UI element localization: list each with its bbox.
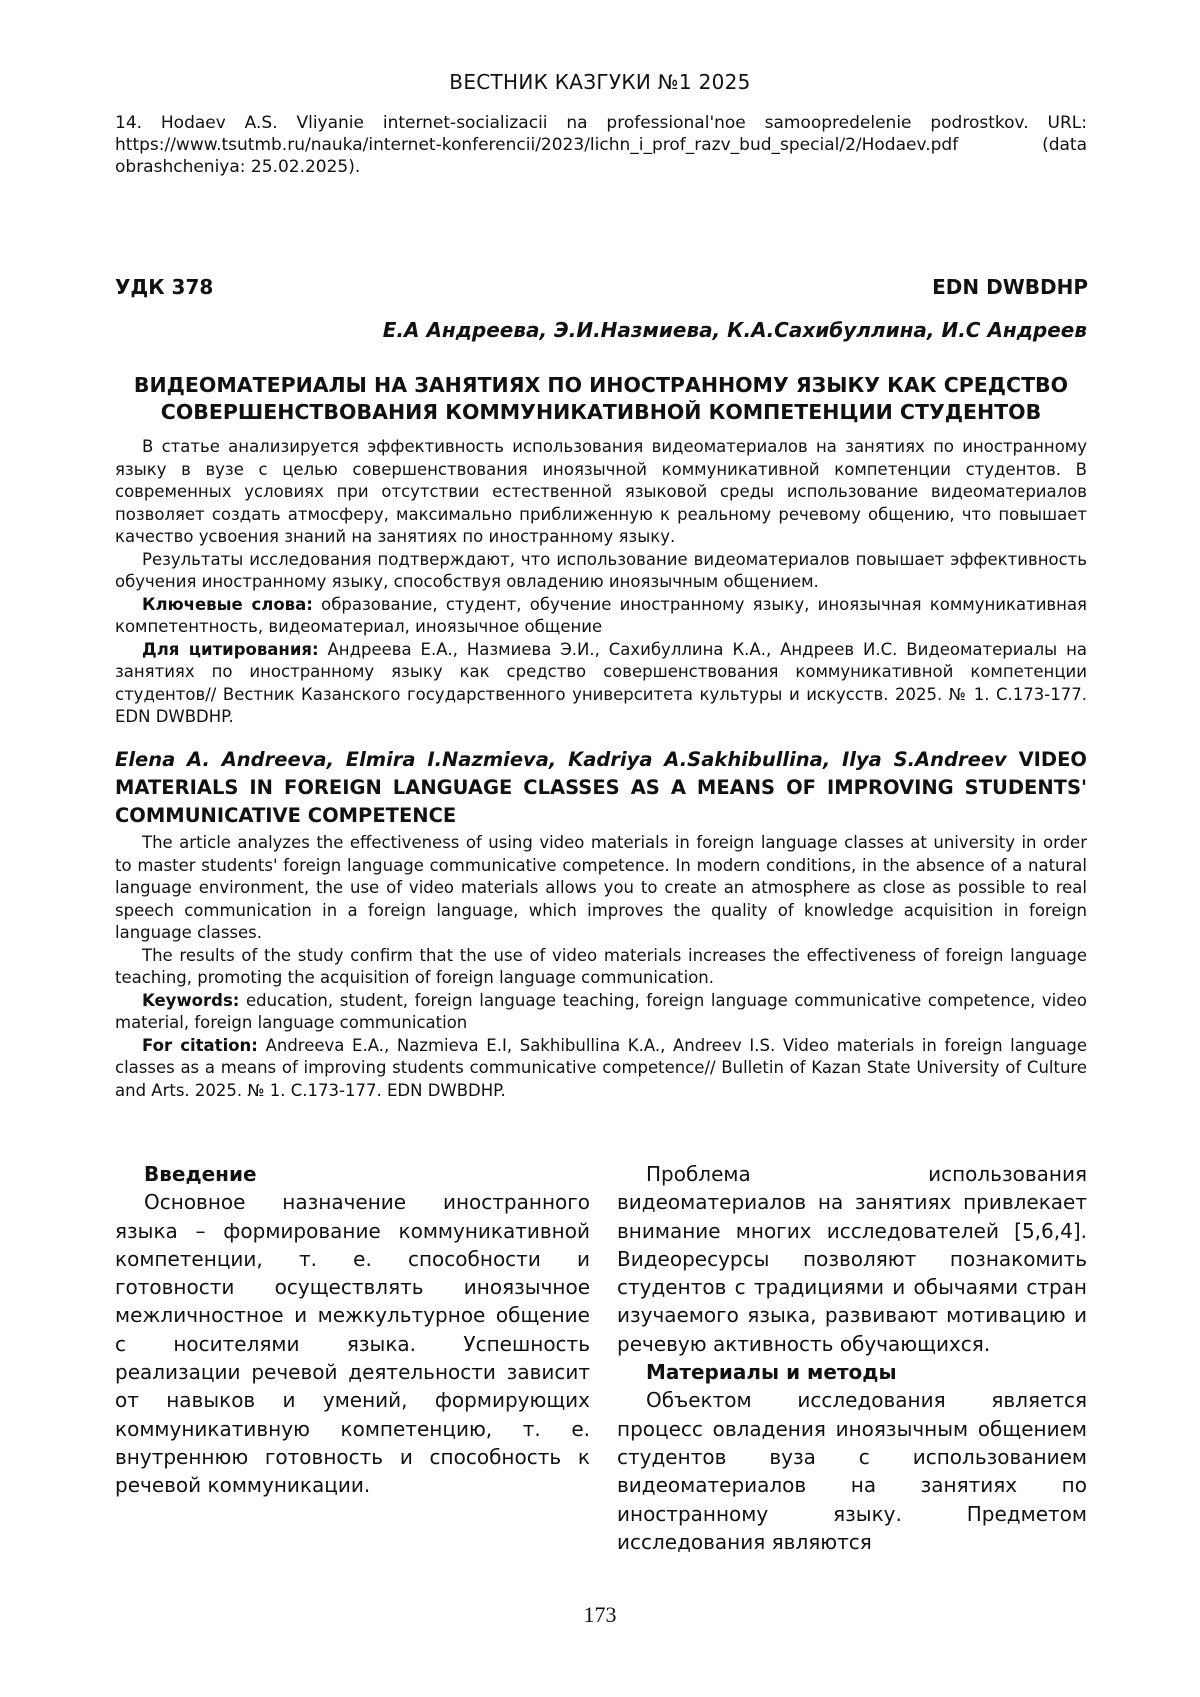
edn-code: EDN DWBDHP (932, 275, 1088, 299)
abstract-en-paragraph-2: The results of the study confirm that the use of video materials increases the effectiveness of foreign language teaching, promoting the acquisition of foreign language communication. (115, 945, 1087, 987)
abstract-ru (115, 436, 1087, 729)
abstract-ru-paragraph-2: Результаты исследования подтверждают, что использование видеоматериалов повышает эффективность обучения иностранному языку, способствуя овладению иноязычным общением. (115, 549, 1087, 591)
keywords-en-label: Keywords: (142, 990, 240, 1010)
body-column-left (115, 1160, 590, 1500)
methods-heading: Материалы и методы (646, 1360, 897, 1385)
intro-paragraph: Основное назначение иностранного языка – формирование коммуникативной компетенции, т. е. способности и готовности осуществлять иноязычное межличностное и межкультурное общение с носителями языка. Успешность реализации речевой деятельности зависит от навыков и умений, формирующих коммуникативную компетенцию, т. е. внутреннюю готовность и способность к речевой коммуникации. (115, 1190, 590, 1498)
citation-ru-label: Для цитирования: (142, 639, 319, 659)
abstract-en-paragraph-1: The article analyzes the effectiveness of using video materials in foreign language classes at university in order to master students' foreign language communicative competence. In modern conditions, in the absence of a natural language environment, the use of video materials allows you to create an atmosphere as close as possible to real speech communication in a foreign language, which improves the quality of knowledge acquisition in foreign language classes. (115, 833, 1087, 942)
body-column-right (617, 1160, 1087, 1556)
abstract-en (115, 832, 1087, 1102)
intro-heading: Введение (144, 1162, 257, 1186)
keywords-en-text: education, student, foreign language teaching, foreign language communicative competence, video material, foreign language communication (115, 990, 1087, 1032)
article-title-en (115, 746, 1087, 830)
problem-paragraph: Проблема использования видеоматериалов на занятиях привлекает внимание многих исследователей [5,6,4]. Видеоресурсы позволяют познакомить студентов с традициями и обычаями стран изучаемого языка, развивают мотивацию и речевую активность обучающихся. (617, 1162, 1087, 1356)
article-title-ru: ВИДЕОМАТЕРИАЛЫ НА ЗАНЯТИЯХ ПО ИНОСТРАННОМУ ЯЗЫКУ КАК СРЕДСТВО СОВЕРШЕНСТВОВАНИЯ КОММУНИКАТИВНОЙ КОМПЕТЕНЦИИ СТУДЕНТОВ (133, 373, 1069, 424)
methods-paragraph: Объектом исследования является процесс овладения иноязычным общением студентов вуза с использованием видеоматериалов на занятиях по иностранному языку. Предметом исследования являются (617, 1388, 1087, 1554)
citation-en (115, 1035, 1087, 1103)
reference-item-14: 14. Hodaev A.S. Vliyanie internet-socializacii na professional'noe samoopredelenie podrostkov. URL: https://www.tsutmb.ru/nauka/internet-konferencii/2023/lichn_i_prof_razv_bud_special/2/Hodaev.pdf (data obrashcheniya: 25.02.2025). (115, 113, 1087, 177)
keywords-ru (115, 594, 1087, 639)
authors-en: Elena A. Andreeva, Elmira I.Nazmieva, Kadriya A.Sakhibullina, Ilya S.Andreev (115, 748, 1007, 771)
abstract-ru-paragraph-1: В статье анализируется эффективность использования видеоматериалов на занятиях по иностранному языку в вузе с целью совершенствования иноязычной коммуникативной компетенции студентов. В современных условиях при отсутствии естественной языковой среды использование видеоматериалов позволяет создать атмосферу, максимально приближенную к реальному речевому общению, что повышает качество усвоения знаний на занятиях по иностранному языку. (115, 437, 1087, 546)
keywords-ru-text: образование, студент, обучение иностранному языку, иноязычная коммуникативная компетентность, видеоматериал, иноязычное общение (115, 594, 1087, 636)
udk-code: УДК 378 (115, 275, 214, 299)
page-number: 173 (583, 1602, 617, 1627)
journal-header: ВЕСТНИК КАЗГУКИ №1 2025 (449, 70, 751, 94)
authors-ru: Е.А Андреева, Э.И.Назмиева, К.А.Сахибуллина, И.С Андреев (382, 318, 1087, 342)
keywords-en (115, 990, 1087, 1035)
citation-ru (115, 639, 1087, 729)
citation-en-text: Andreeva E.A., Nazmieva E.I, Sakhibullina K.A., Andreev I.S. Video materials in foreign language classes as a means of improving students communicative competence// Bulletin of Kazan State University of Culture and Arts. 2025. № 1. С.173-177. EDN DWBDHP. (115, 1035, 1087, 1100)
citation-ru-text: Андреева Е.А., Назмиева Э.И., Сахибуллина К.А., Андреев И.С. Видеоматериалы на занятиях по иностранному языку как средство совершенствования коммуникативной компетенции студентов// Вестник Казанского государственного университета культуры и искусств. 2025. № 1. С.173-177. EDN DWBDHP. (115, 639, 1087, 726)
citation-en-label: For citation: (142, 1035, 258, 1055)
title-en-text: VIDEO MATERIALS IN FOREIGN LANGUAGE CLASSES AS A MEANS OF IMPROVING STUDENTS' COMMUNICATIVE COMPETENCE (115, 748, 1087, 827)
keywords-ru-label: Ключевые слова: (142, 594, 313, 614)
